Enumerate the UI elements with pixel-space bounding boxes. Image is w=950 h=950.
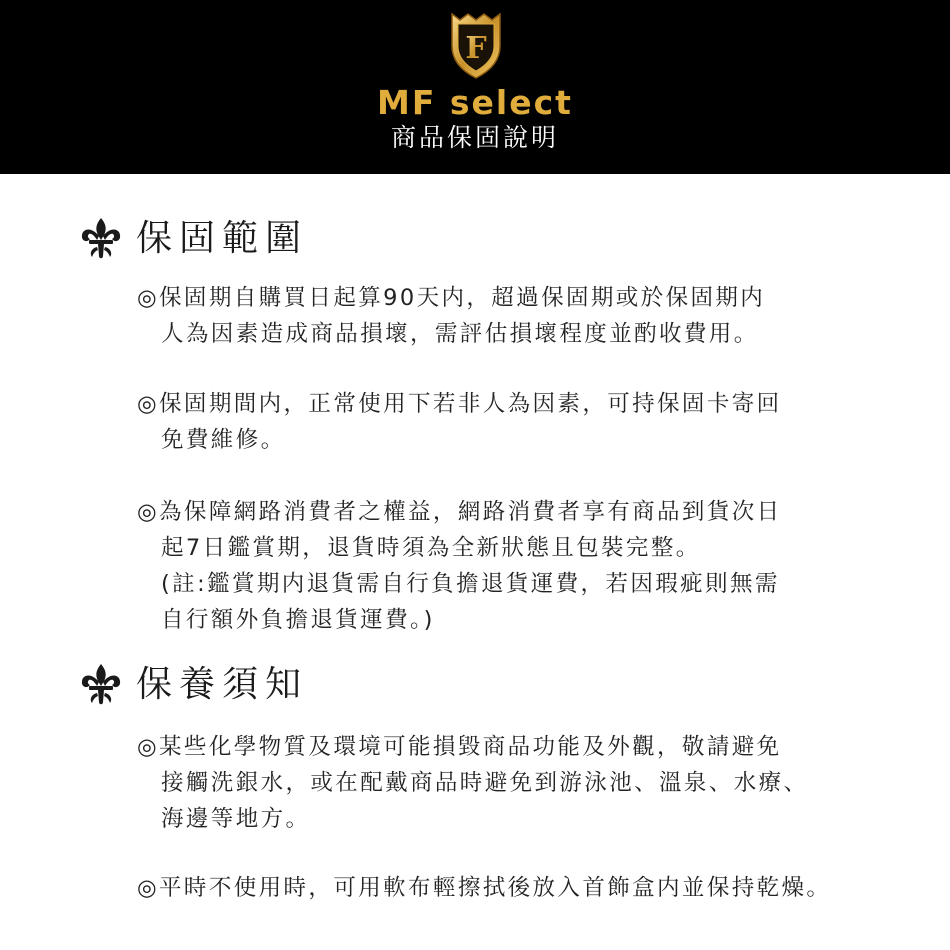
paragraph-return-policy [137, 494, 917, 638]
paragraph-line: ◎為保障網路消費者之權益，網路消費者享有商品到貨次日 [137, 499, 782, 525]
paragraph-line: 自行額外負擔退貨運費。) [161, 607, 435, 633]
paragraph-chemical-warning [137, 729, 917, 837]
header-banner [0, 0, 950, 174]
section-heading [78, 214, 308, 264]
paragraph-line: 海邊等地方。 [161, 806, 311, 832]
paragraph-line: 起7日鑑賞期，退貨時須為全新狀態且包裝完整。 [161, 535, 701, 561]
logo-letter: F [465, 31, 487, 66]
paragraph-line: ◎平時不使用時，可用軟布輕擦拭後放入首飾盒内並保持乾燥。 [137, 875, 832, 901]
paragraph-line: 人為因素造成商品損壞，需評估損壞程度並酌收費用。 [161, 321, 759, 347]
paragraph-free-repair [137, 386, 917, 458]
section-title: 保固範圍 [136, 218, 309, 259]
fleur-de-lis-icon [78, 662, 124, 708]
paragraph-line: 接觸洗銀水，或在配戴商品時避免到游泳池、溫泉、水療、 [161, 770, 809, 796]
section-title: 保養須知 [136, 664, 309, 705]
section-heading [78, 660, 308, 710]
crest-f-logo-icon [448, 10, 504, 80]
paragraph-storage-tip [137, 870, 917, 906]
paragraph-line: ◎保固期自購買日起算90天内，超過保固期或於保固期内 [137, 285, 766, 311]
fleur-de-lis-icon [78, 216, 124, 262]
paragraph-line: ◎保固期間内，正常使用下若非人為因素，可持保固卡寄回 [137, 391, 782, 417]
paragraph-line: (註:鑑賞期内退貨需自行負擔退貨運費，若因瑕疵則無需 [161, 571, 780, 597]
paragraph-line: 免費維修。 [161, 427, 286, 453]
page-subtitle: 商品保固說明 [390, 123, 559, 152]
paragraph-line: ◎某些化學物質及環境可能損毀商品功能及外觀，敬請避免 [137, 734, 782, 760]
paragraph-warranty-period [137, 280, 917, 352]
brand-name: MF select [377, 83, 573, 122]
